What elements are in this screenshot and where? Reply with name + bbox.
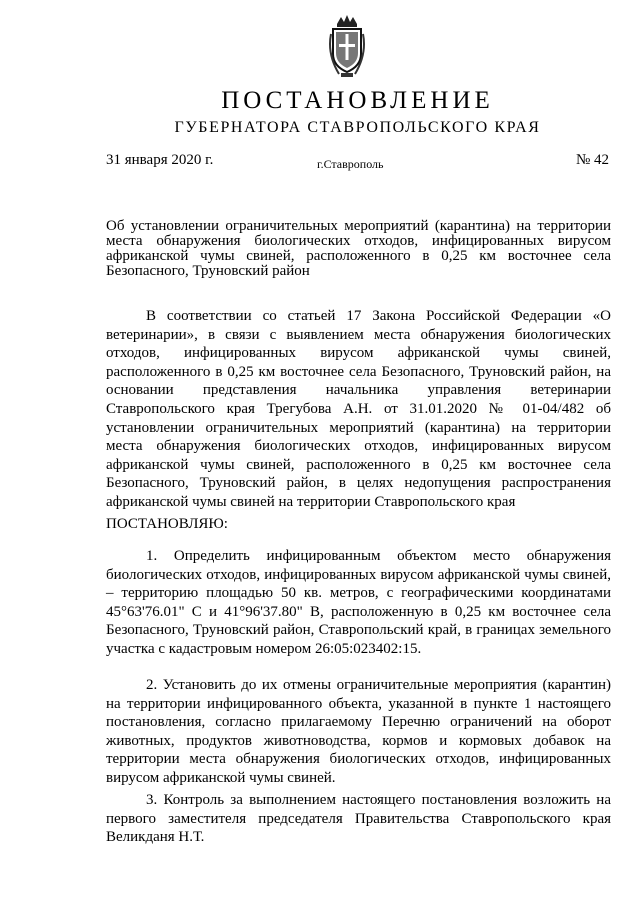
coat-of-arms-icon bbox=[327, 14, 367, 78]
clause-2-text: 2. Установить до их отмены ограничительные мероприятия (карантин) на территории инфицированного объекта, указанной в пункте 1 настоящего постановления, согласно прилагаемому Перечню ограничений на оборот животных, продуктов животноводства, кормов и кормовых добавок на территории места обнаружения биологических отходов, инфицированных вирусом африканской чумы свиней. bbox=[106, 677, 611, 786]
preamble-text: В соответствии со статьей 17 Закона Российской Федерации «О ветеринарии», в связи с выявлением места обнаружения биологических отходов, инфицированных вирусом африканской чумы свиней, расположенного в 0,25 км восточнее села Безопасного, Труновский район, на основании представления начальника управления ветеринарии Ставропольского края Трегубова А.Н. от 31.01.2020 № 01-04/482 об установлении ограничительных мероприятий (карантина) на территории места обнаружения биологических отходов, инфицированных вирусом африканской чумы свиней, расположенного в 0,25 км восточнее села Безопасного, Труновский район, в целях недопущения распространения африканской чумы свиней на территории Ставропольского края bbox=[106, 308, 611, 510]
clause-1 bbox=[106, 547, 611, 659]
resolve-text: ПОСТАНОВЛЯЮ: bbox=[106, 516, 228, 532]
preamble-paragraph bbox=[106, 307, 611, 512]
document-issuer: ГУБЕРНАТОРА СТАВРОПОЛЬСКОГО КРАЯ bbox=[174, 119, 541, 136]
document-subject bbox=[106, 219, 611, 279]
clause-3-text: 3. Контроль за выполнением настоящего постановления возложить на первого заместителя председателя Правительства Ставропольского края Великданя Н.Т. bbox=[106, 792, 611, 846]
resolve-heading bbox=[106, 515, 611, 534]
document-number: № 42 bbox=[575, 152, 609, 168]
clause-1-text: 1. Определить инфицированным объектом место обнаружения биологических отходов, инфицированных вирусом африканской чумы свиней, – территорию площадью 50 кв. метров, с географическими координатами 45°63'76.01" С и 41°96'37.80" В, расположенную в 0,25 км восточнее села Безопасного, Труновский район, Ставропольский край, в границах земельного участка с кадастровым номером 26:05:023402:15. bbox=[106, 548, 611, 657]
document-title: ПОСТАНОВЛЕНИЕ bbox=[221, 87, 494, 114]
subject-text: Об установлении ограничительных мероприятий (карантина) на территории места обнаружения биологических отходов, инфицированных вирусом африканской чумы свиней, расположенного в 0,25 км восточнее села Безопасного, Труновский район bbox=[106, 218, 611, 279]
document-date: 31 января 2020 г. bbox=[106, 152, 214, 168]
document-city: г.Ставрополь bbox=[317, 157, 384, 171]
clause-3 bbox=[106, 791, 611, 847]
clause-2 bbox=[106, 676, 611, 788]
